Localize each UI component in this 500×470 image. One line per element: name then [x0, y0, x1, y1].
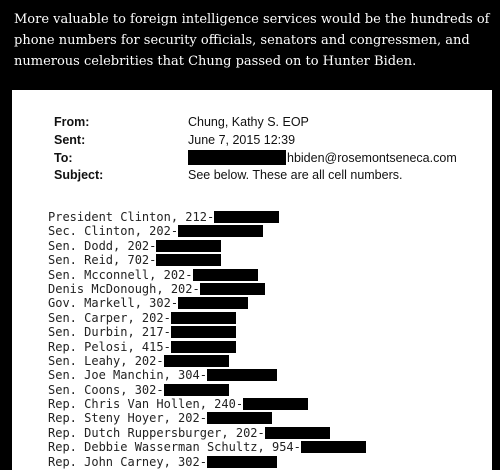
contact-row: [48, 296, 366, 310]
redaction-bar: [178, 225, 263, 237]
contact-row: [48, 268, 366, 282]
contact-text: Sen. Leahy, 202-: [48, 353, 164, 368]
article-paragraph: More valuable to foreign intelligence services would be the hundreds of phone numbers for security officials, senators and congressmen, and numerous celebrities that Chung passed on to Hunter Biden.: [14, 12, 490, 69]
from-label: From:: [54, 115, 90, 129]
redaction-bar: [243, 398, 308, 410]
from-value: Chung, Kathy S. EOP: [188, 115, 309, 129]
redaction-bar: [156, 254, 221, 266]
sent-value: June 7, 2015 12:39: [188, 133, 296, 147]
redaction-bar: [164, 355, 229, 367]
redaction-bar: [156, 240, 221, 252]
redaction-bar: [207, 369, 277, 381]
contact-row: [48, 325, 366, 339]
contact-row: [48, 368, 366, 382]
contact-text: Rep. Pelosi, 415-: [48, 339, 171, 354]
redaction-bar: [164, 384, 229, 396]
redaction-bar: [171, 326, 236, 338]
contact-row: [48, 311, 366, 325]
contact-row: [48, 440, 366, 454]
redaction-bar: [214, 211, 279, 223]
contact-text: Gov. Markell, 302-: [48, 296, 179, 311]
contact-row: [48, 426, 366, 440]
contact-list: [48, 210, 366, 469]
contact-text: Rep. John Carney, 302-: [48, 454, 207, 469]
contact-row: [48, 239, 366, 253]
contact-text: Sen. Reid, 702-: [48, 253, 157, 268]
contact-text: Rep. Dutch Ruppersburger, 202-: [48, 425, 265, 440]
contact-text: Denis McDonough, 202-: [48, 281, 200, 296]
redaction-bar: [171, 312, 236, 324]
contact-row: [48, 411, 366, 425]
contact-text: Sen. Mcconnell, 202-: [48, 267, 193, 282]
contact-row: [48, 340, 366, 354]
contact-row: [48, 397, 366, 411]
to-label: To:: [54, 151, 73, 165]
redaction-bar: [171, 341, 236, 353]
to-redaction: [188, 150, 286, 165]
to-field: [188, 150, 457, 167]
contact-text: Sen. Coons, 302-: [48, 382, 164, 397]
contact-text: President Clinton, 212-: [48, 210, 215, 224]
contact-text: Sen. Carper, 202-: [48, 310, 171, 325]
contact-text: Sec. Clinton, 202-: [48, 224, 179, 239]
subject-value: See below. These are all cell numbers.: [188, 168, 403, 182]
contact-text: Sen. Dodd, 202-: [48, 238, 157, 253]
contact-row: [48, 354, 366, 368]
sent-label: Sent:: [54, 133, 86, 147]
contact-row: [48, 210, 366, 224]
contact-row: [48, 253, 366, 267]
contact-text: Sen. Durbin, 217-: [48, 325, 171, 340]
contact-text: Rep. Steny Hoyer, 202-: [48, 411, 207, 426]
to-value: hbiden@rosemontseneca.com: [287, 151, 457, 165]
contact-row: [48, 282, 366, 296]
redaction-bar: [200, 283, 265, 295]
email-document-image: [12, 90, 492, 470]
subject-label: Subject:: [54, 168, 104, 182]
contact-text: Rep. Debbie Wasserman Schultz, 954-: [48, 440, 301, 455]
contact-row: [48, 224, 366, 238]
contact-row: [48, 383, 366, 397]
contact-row: [48, 455, 366, 469]
contact-text: Sen. Joe Manchin, 304-: [48, 368, 207, 383]
redaction-bar: [193, 269, 258, 281]
redaction-bar: [207, 412, 272, 424]
contact-text: Rep. Chris Van Hollen, 240-: [48, 397, 244, 412]
redaction-bar: [301, 441, 366, 453]
redaction-bar: [207, 456, 277, 468]
redaction-bar: [265, 427, 330, 439]
redaction-bar: [178, 297, 248, 309]
